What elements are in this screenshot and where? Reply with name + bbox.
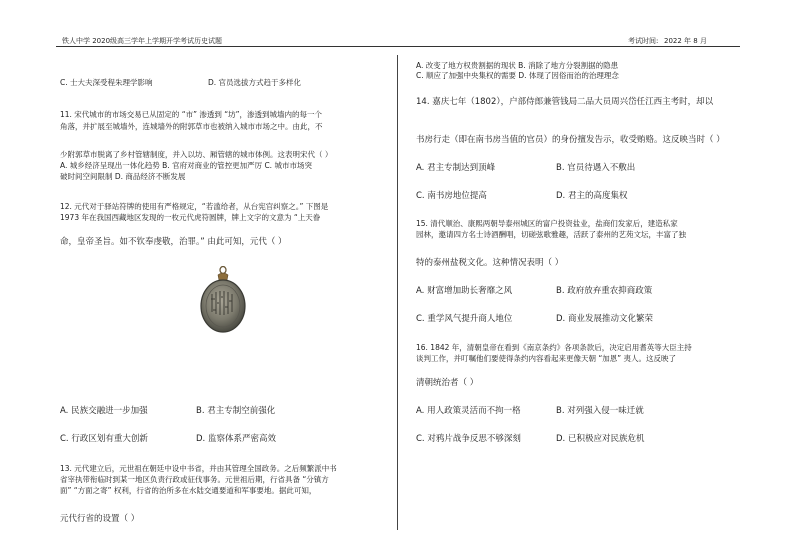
q10-option-d: D. 官员选拔方式趋于多样化 [208,78,302,87]
q15-option-b: B. 政府放弃重农抑商政策 [556,286,653,296]
q13-line: 省宰执带衔临时到某一地区负责行政或征伐事务。元世祖后期，行省具备 “分镇方 [60,475,329,484]
q16-option-b: B. 对列强入侵一味迁就 [556,406,644,416]
exam-title: 铁人中学 2020级高三学年上学期开学考试历史试题 [62,37,223,45]
q12-option-c: C. 行政区划有重大创新 [60,434,148,444]
q11-line: 角落，并扩展至城墙外，连城墙外的附郭草市也被纳入城市市场之中。由此，不 [60,122,323,131]
q12-line: 12. 元代对于驿站符牌的使用有严格规定，“若滥给者，从台宪官纠察之。” 下图是 [60,202,329,211]
q12-option-d: D. 监察体系严密高效 [196,434,276,444]
q16-option-d: D. 已积极应对民族危机 [556,434,645,444]
q15-option-a: A. 财富增加助长奢靡之风 [416,286,513,296]
exam-date-value: 2022 年 8 月 [664,37,707,45]
q11-line: 少附郭草市脱离了乡村管辖制度，并入以坊、厢管辖的城市体例。这表明宋代（ ） [60,150,333,159]
q13-line: 13. 元代建立后，元世祖在朝廷中设中书省，并由其管理全国政务。之后频繁派中书 [60,464,337,473]
q12-option-a: A. 民族交融进一步加强 [60,406,148,416]
q16-option-a: A. 用人政策灵活而不拘一格 [416,406,521,416]
q11-options-line: 破时间空间限制 D. 商品经济不断发展 [60,172,186,181]
q14-line: 14. 嘉庆七年（1802），户部侍郎兼管钱局二品大员周兴岱任江西主考时，却以 [416,97,714,107]
q15-line: 园林，邀请四方名士诗酒酬唱，切磋弦歌雅趣，活跃了泰州的艺苑文坛，丰富了独 [416,230,686,239]
q14-option-a: A. 君主专制达到顶峰 [416,163,496,173]
q10-option-c: C. 士大夫深受程朱理学影响 [60,78,153,87]
exam-date-label: 考试时间: [628,37,659,45]
q15-option-d: D. 商业发展推动文化繁荣 [556,314,653,324]
q11-line: 11. 宋代城市的市场交易已从固定的 “市” 渗透到 “坊”，渗透到城墙内的每一个 [60,110,323,119]
q16-line: 16. 1842 年，清朝皇帝在看到《南京条约》各项条款后，决定启用耆英等大臣主持 [416,343,692,352]
q13-line: 元代行省的设置（ ） [60,514,140,524]
q12-line: 1973 年在我国西藏地区发现的一枚元代虎符圆牌，牌上文字的文意为 “上天眷 [60,213,321,222]
q15-line: 15. 清代顺治、康熙两朝导泰州城区的富户投资盐业，盐商们发家后，建造私家 [416,219,678,228]
q14-option-b: B. 官员待遇入不敷出 [556,163,636,173]
q14-option-d: D. 君主的高度集权 [556,191,628,201]
q13-options-line: C. 顺应了加强中央集权的需要 D. 体现了因俗而治的治理理念 [416,71,619,80]
header-rule [56,46,740,47]
q15-line: 特的泰州盐税文化。这种情况表明（ ） [416,258,564,268]
q15-option-c: C. 重学风气提升商人地位 [416,314,513,324]
q13-line: 面” “方面之寄” 权利，行省的治所多在水陆交通要道和军事要地。据此可知， [60,486,317,495]
q12-option-b: B. 君主专制空前强化 [196,406,276,416]
column-divider [397,55,398,530]
q14-line: 书房行走（即在南书房当值的官员）的身份擅发告示，收受贿赂。这反映当时（ ） [416,135,725,145]
yuan-tiger-tablet-image [196,266,250,336]
q16-line: 谈判工作，并叮嘱他们要使得条约内容看起来更像天朝 “加恩” 夷人。这反映了 [416,354,677,363]
q14-option-c: C. 南书房地位提高 [416,191,487,201]
q13-options-line: A. 改变了地方权贵割据的现状 B. 消除了地方分裂割据的隐患 [416,61,619,70]
q16-line: 清朝统治者（ ） [416,378,479,388]
q11-options-line: A. 城乡经济呈现出一体化趋势 B. 官府对商业的管控更加严厉 C. 城市市场突 [60,161,312,170]
q16-option-c: C. 对鸦片战争反思不够深刻 [416,434,521,444]
q12-line: 命，皇帝圣旨。如不钦奉虔敬，治罪。” 由此可知，元代（ ） [60,237,287,247]
